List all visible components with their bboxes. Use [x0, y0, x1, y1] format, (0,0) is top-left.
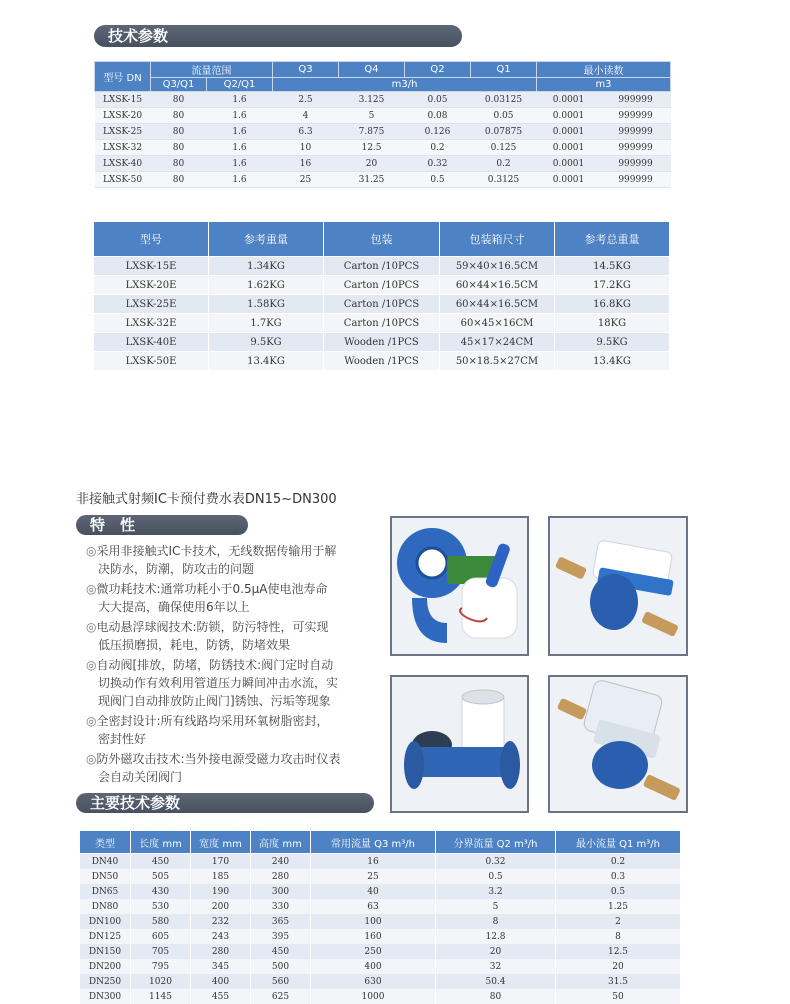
table-cell: 330: [251, 899, 311, 914]
table-cell: 232: [191, 914, 251, 929]
feature-text: 决防水，防潮，防攻击的问题: [98, 562, 255, 576]
table-cell: 8: [436, 914, 556, 929]
table-cell: 50: [556, 989, 681, 1004]
table-cell: 100: [311, 914, 436, 929]
table-row: [95, 124, 671, 140]
feature-text: 微功耗技术:通常功耗小于0.5μA使电池寿命: [96, 582, 328, 596]
table-cell: 0.0001: [537, 140, 601, 156]
table-row: [95, 172, 671, 188]
table-cell: 14.5KG: [555, 257, 670, 276]
table-row: [94, 276, 670, 295]
table-cell: 0.05: [405, 92, 471, 108]
table-cell: 0.0001: [537, 124, 601, 140]
feature-text: 大大提高，确保使用6年以上: [98, 600, 250, 614]
table-cell: 1.34KG: [209, 257, 324, 276]
table-cell: Wooden /1PCS: [324, 352, 440, 371]
feature-line: [86, 750, 376, 768]
table-cell: 80: [151, 156, 207, 172]
table-cell: 999999: [601, 92, 671, 108]
table-cell: DN50: [80, 869, 131, 884]
table-cell: 1020: [131, 974, 191, 989]
table-row: [95, 156, 671, 172]
table-row: [95, 92, 671, 108]
table-cell: 50.4: [436, 974, 556, 989]
table-cell: 999999: [601, 172, 671, 188]
table-cell: 560: [251, 974, 311, 989]
table-cell: 0.3125: [471, 172, 537, 188]
table-cell: 60×45×16CM: [440, 314, 555, 333]
table-cell: 31.25: [339, 172, 405, 188]
column-header: 型号: [94, 222, 209, 257]
features-title: 特 性: [76, 515, 248, 535]
table-cell: 63: [311, 899, 436, 914]
table-cell: 630: [311, 974, 436, 989]
col-q4: Q4: [339, 62, 405, 78]
table-cell: 430: [131, 884, 191, 899]
table-cell: LXSK-40: [95, 156, 151, 172]
table-cell: 6.3: [273, 124, 339, 140]
table-cell: 530: [131, 899, 191, 914]
table-row: [80, 899, 681, 914]
table-cell: LXSK-20: [95, 108, 151, 124]
table-cell: 345: [191, 959, 251, 974]
col-flow-range: 流量范围: [151, 62, 273, 78]
table-cell: 0.125: [471, 140, 537, 156]
table-row: [80, 974, 681, 989]
feature-text: 采用非接触式IC卡技术，无线数据传输用于解: [96, 544, 337, 558]
table-cell: LXSK-32: [95, 140, 151, 156]
table-cell: 40: [311, 884, 436, 899]
col-q3: Q3: [273, 62, 339, 78]
table-cell: 0.07875: [471, 124, 537, 140]
table-cell: DN300: [80, 989, 131, 1004]
packing-table: [93, 221, 670, 371]
table-cell: 0.2: [405, 140, 471, 156]
table-cell: LXSK-15E: [94, 257, 209, 276]
col-q3q1: Q3/Q1: [151, 78, 207, 92]
feature-text: 切换动作有效利用管道压力瞬间冲击水流，实: [98, 676, 339, 690]
table-cell: DN250: [80, 974, 131, 989]
table-row: [95, 140, 671, 156]
table-cell: LXSK-32E: [94, 314, 209, 333]
table-cell: 0.32: [436, 854, 556, 870]
table-cell: Carton /10PCS: [324, 257, 440, 276]
table-cell: 1.6: [207, 172, 273, 188]
column-header: 参考重量: [209, 222, 324, 257]
table-cell: 170: [191, 854, 251, 870]
table-cell: 250: [311, 944, 436, 959]
table-cell: 13.4KG: [209, 352, 324, 371]
spec-table: [94, 61, 671, 188]
table-row: [80, 959, 681, 974]
table-cell: 185: [191, 869, 251, 884]
table-cell: 80: [151, 124, 207, 140]
column-header: 宽度 mm: [191, 831, 251, 854]
col-model: 型号 DN: [95, 62, 151, 92]
meter-internal-photo: [390, 516, 529, 656]
table-cell: 2.5: [273, 92, 339, 108]
features-list: [86, 542, 376, 788]
section-title-tech-params: 技术参数: [94, 25, 462, 47]
table-row: [80, 944, 681, 959]
table-cell: Wooden /1PCS: [324, 333, 440, 352]
table-cell: 1.7KG: [209, 314, 324, 333]
table-cell: 25: [311, 869, 436, 884]
column-header: 最小流量 Q1 m³/h: [556, 831, 681, 854]
table-cell: 1.6: [207, 140, 273, 156]
feature-line: [86, 598, 376, 616]
table-cell: 395: [251, 929, 311, 944]
table-cell: 365: [251, 914, 311, 929]
table-cell: 20: [556, 959, 681, 974]
bullet-icon: ◎: [86, 544, 97, 558]
table-cell: LXSK-25E: [94, 295, 209, 314]
large-bulk-meter-photo: [390, 675, 529, 813]
table-cell: 0.05: [471, 108, 537, 124]
table-cell: 505: [131, 869, 191, 884]
table-cell: 0.2: [556, 854, 681, 870]
table-cell: 59×40×16.5CM: [440, 257, 555, 276]
table-cell: 80: [151, 108, 207, 124]
column-header: 常用流量 Q3 m³/h: [311, 831, 436, 854]
table-cell: 45×17×24CM: [440, 333, 555, 352]
column-header: 包装箱尺寸: [440, 222, 555, 257]
feature-item: [86, 542, 376, 578]
table-cell: 50×18.5×27CM: [440, 352, 555, 371]
feature-item: [86, 618, 376, 654]
feature-text: 自动阀[排放，防堵，防锈技术:阀门定时自动: [96, 658, 334, 672]
table-cell: 0.2: [471, 156, 537, 172]
feature-line: [86, 674, 376, 692]
table-cell: 31.5: [556, 974, 681, 989]
table-cell: DN100: [80, 914, 131, 929]
table-cell: Carton /10PCS: [324, 314, 440, 333]
feature-text: 防外磁攻击技术:当外接电源受磁力攻击时仪表: [96, 752, 341, 766]
table-cell: 5: [436, 899, 556, 914]
table-cell: 200: [191, 899, 251, 914]
table-cell: 18KG: [555, 314, 670, 333]
table-cell: 1.25: [556, 899, 681, 914]
table-cell: Carton /10PCS: [324, 276, 440, 295]
table-cell: 9.5KG: [555, 333, 670, 352]
blue-water-meter-photo: [548, 516, 688, 656]
table-row: [80, 854, 681, 870]
feature-line: [86, 580, 376, 598]
bullet-icon: ◎: [86, 658, 97, 672]
table-cell: 12.5: [339, 140, 405, 156]
table-cell: 580: [131, 914, 191, 929]
table-cell: 2: [556, 914, 681, 929]
table-cell: 500: [251, 959, 311, 974]
table-cell: 0.03125: [471, 92, 537, 108]
table-cell: 0.0001: [537, 156, 601, 172]
table-cell: 0.5: [405, 172, 471, 188]
table-cell: 190: [191, 884, 251, 899]
table-cell: 300: [251, 884, 311, 899]
feature-line: [86, 768, 376, 786]
column-header: 长度 mm: [131, 831, 191, 854]
table-cell: 8: [556, 929, 681, 944]
dn-spec-table: [79, 830, 681, 1004]
table-cell: 0.0001: [537, 92, 601, 108]
table-cell: 16.8KG: [555, 295, 670, 314]
table-cell: 60×44×16.5CM: [440, 276, 555, 295]
table-cell: 999999: [601, 156, 671, 172]
table-cell: 0.0001: [537, 172, 601, 188]
column-header: 高度 mm: [251, 831, 311, 854]
bullet-icon: ◎: [86, 620, 97, 634]
feature-item: [86, 750, 376, 786]
bullet-icon: ◎: [86, 752, 97, 766]
table-cell: DN200: [80, 959, 131, 974]
table-cell: 0.5: [556, 884, 681, 899]
table-cell: 80: [151, 172, 207, 188]
table-cell: 0.08: [405, 108, 471, 124]
table-cell: 32: [436, 959, 556, 974]
feature-item: [86, 656, 376, 710]
table-cell: LXSK-40E: [94, 333, 209, 352]
column-header: 分界流量 Q2 m³/h: [436, 831, 556, 854]
table-cell: 999999: [601, 124, 671, 140]
table-cell: 450: [251, 944, 311, 959]
table-cell: 1.6: [207, 92, 273, 108]
table-row: [80, 884, 681, 899]
table-cell: 9.5KG: [209, 333, 324, 352]
table-row: [95, 108, 671, 124]
table-cell: 1.62KG: [209, 276, 324, 295]
feature-line: [86, 730, 376, 748]
clear-cap-meter-photo: [548, 675, 688, 813]
column-header: 包装: [324, 222, 440, 257]
table-cell: LXSK-50: [95, 172, 151, 188]
table-cell: 160: [311, 929, 436, 944]
table-cell: 625: [251, 989, 311, 1004]
feature-item: [86, 580, 376, 616]
table-cell: 0.32: [405, 156, 471, 172]
table-cell: 0.126: [405, 124, 471, 140]
col-min-unit: m3: [537, 78, 671, 92]
table-row: [94, 333, 670, 352]
table-cell: DN125: [80, 929, 131, 944]
table-cell: 450: [131, 854, 191, 870]
table-cell: 1000: [311, 989, 436, 1004]
column-header: 参考总重量: [555, 222, 670, 257]
table-cell: LXSK-20E: [94, 276, 209, 295]
table-cell: 455: [191, 989, 251, 1004]
table-cell: 13.4KG: [555, 352, 670, 371]
table-row: [94, 257, 670, 276]
table-cell: 0.3: [556, 869, 681, 884]
feature-text: 电动悬浮球阀技术:防锁，防污特性，可实现: [96, 620, 329, 634]
feature-line: [86, 712, 376, 730]
feature-text: 密封性好: [98, 732, 147, 746]
table-cell: 0.5: [436, 869, 556, 884]
col-min-reading: 最小读数: [537, 62, 671, 78]
section-title-main-params: 主要技术参数: [76, 793, 374, 813]
table-cell: 280: [191, 944, 251, 959]
table-cell: 12.8: [436, 929, 556, 944]
feature-text: 低压损磨损，耗电，防锈，防堵效果: [98, 638, 291, 652]
table-cell: LXSK-15: [95, 92, 151, 108]
feature-item: [86, 712, 376, 748]
table-cell: 25: [273, 172, 339, 188]
col-q1: Q1: [471, 62, 537, 78]
feature-line: [86, 636, 376, 654]
table-cell: 240: [251, 854, 311, 870]
table-row: [80, 989, 681, 1004]
table-cell: 280: [251, 869, 311, 884]
table-cell: 705: [131, 944, 191, 959]
table-row: [94, 352, 670, 371]
table-cell: 12.5: [556, 944, 681, 959]
column-header: 类型: [80, 831, 131, 854]
bullet-icon: ◎: [86, 582, 97, 596]
table-cell: 999999: [601, 140, 671, 156]
table-cell: 16: [273, 156, 339, 172]
table-cell: 1.6: [207, 108, 273, 124]
bullet-icon: ◎: [86, 714, 97, 728]
feature-text: 现阀门自动排放防止阀门]锈蚀、污垢等现象: [98, 694, 331, 708]
table-cell: 795: [131, 959, 191, 974]
table-row: [80, 929, 681, 944]
product-title: 非接触式射频IC卡预付费水表DN15~DN300: [76, 492, 337, 507]
table-row: [94, 314, 670, 333]
table-row: [94, 295, 670, 314]
table-cell: 5: [339, 108, 405, 124]
table-cell: 20: [339, 156, 405, 172]
table-row: [80, 869, 681, 884]
table-cell: 80: [436, 989, 556, 1004]
feature-line: [86, 618, 376, 636]
table-cell: LXSK-25: [95, 124, 151, 140]
col-q2q1: Q2/Q1: [207, 78, 273, 92]
table-cell: 7.875: [339, 124, 405, 140]
table-cell: DN80: [80, 899, 131, 914]
table-cell: DN40: [80, 854, 131, 870]
table-cell: 1145: [131, 989, 191, 1004]
col-q2: Q2: [405, 62, 471, 78]
table-cell: DN65: [80, 884, 131, 899]
table-cell: 1.6: [207, 156, 273, 172]
table-cell: 1.58KG: [209, 295, 324, 314]
feature-line: [86, 656, 376, 674]
table-row: [80, 914, 681, 929]
table-cell: 60×44×16.5CM: [440, 295, 555, 314]
table-cell: 3.125: [339, 92, 405, 108]
table-cell: 80: [151, 92, 207, 108]
table-cell: 3.2: [436, 884, 556, 899]
table-cell: 17.2KG: [555, 276, 670, 295]
table-cell: 10: [273, 140, 339, 156]
table-cell: 20: [436, 944, 556, 959]
col-unit: m3/h: [273, 78, 537, 92]
table-cell: 999999: [601, 108, 671, 124]
feature-text: 会自动关闭阀门: [98, 770, 183, 784]
table-cell: 243: [191, 929, 251, 944]
table-cell: 400: [191, 974, 251, 989]
table-cell: 0.0001: [537, 108, 601, 124]
table-cell: 80: [151, 140, 207, 156]
feature-line: [86, 692, 376, 710]
feature-text: 全密封设计:所有线路均采用环氧树脂密封，: [96, 714, 329, 728]
table-cell: DN150: [80, 944, 131, 959]
table-cell: 16: [311, 854, 436, 870]
table-cell: Carton /10PCS: [324, 295, 440, 314]
table-cell: 605: [131, 929, 191, 944]
table-cell: LXSK-50E: [94, 352, 209, 371]
feature-line: [86, 560, 376, 578]
table-cell: 1.6: [207, 124, 273, 140]
feature-line: [86, 542, 376, 560]
table-cell: 4: [273, 108, 339, 124]
table-cell: 400: [311, 959, 436, 974]
